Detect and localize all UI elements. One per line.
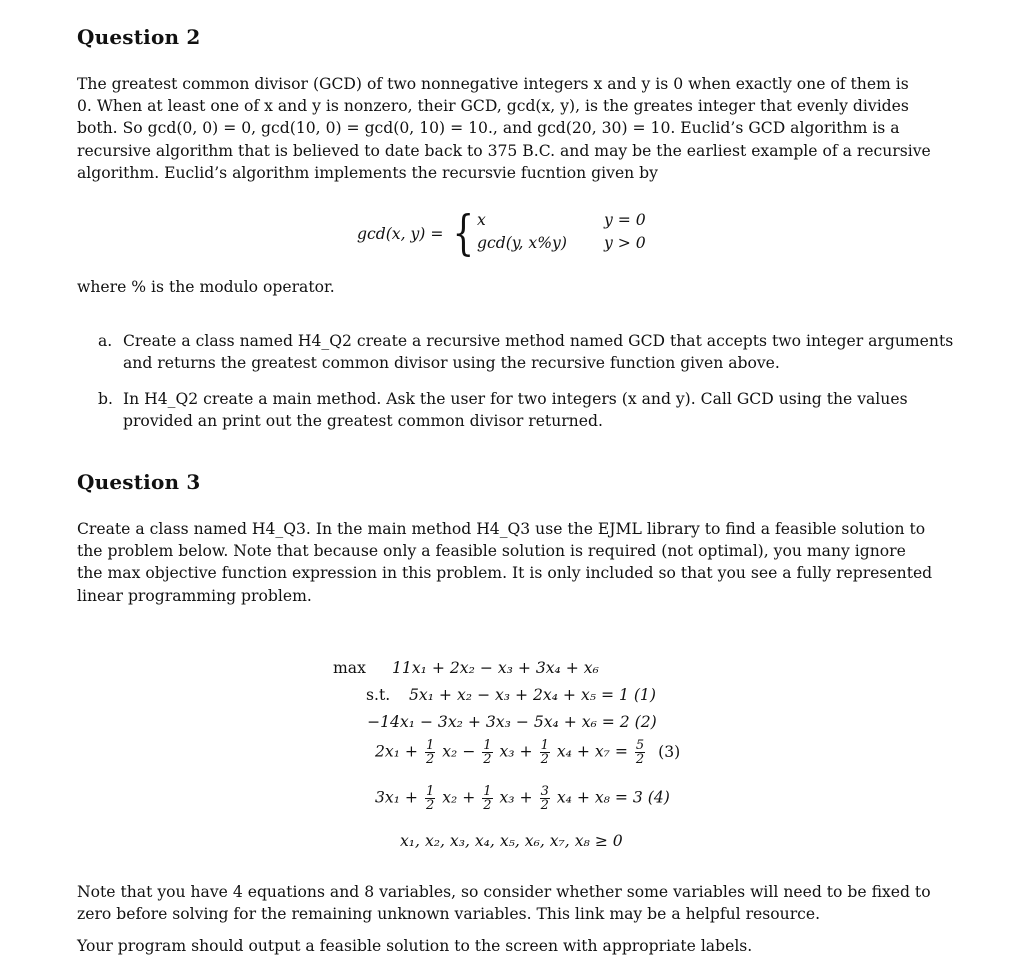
denominator: 2 [540, 752, 549, 767]
list-item-line: In H4_Q2 create a main method. Ask the user for two integers (x and y). Call GCD using the values [123, 390, 908, 408]
case-2-expr: gcd(y, x%y) [477, 234, 567, 252]
numerator: 1 [425, 784, 435, 799]
c3-term: x₃ + [499, 742, 533, 761]
list-marker: a. [98, 332, 113, 350]
constraint-3 [375, 739, 680, 766]
nonnegativity-constraint: x₁, x₂, x₃, x₄, x₅, x₆, x₇, x₈ ≥ 0 [400, 832, 623, 850]
intro-line: 0. When at least one of x and y is nonzero, their GCD, gcd(x, y), is the greates integer that evenly divides [77, 97, 909, 116]
fraction [635, 739, 645, 766]
question-3-outro [77, 881, 943, 925]
constraint-1: 5x₁ + x₂ − x₃ + 2x₄ + x₅ = 1 (1) [409, 686, 656, 704]
question-2-intro [77, 73, 943, 184]
list-item-line: provided an print out the greatest common divisor returned. [123, 412, 603, 430]
case-2-cond: y > 0 [604, 234, 646, 252]
denominator: 2 [635, 752, 645, 767]
case-1-cond: y = 0 [604, 211, 646, 229]
constraint-4 [375, 785, 670, 812]
numerator: 1 [540, 738, 549, 753]
case-1-expr: x [477, 211, 486, 229]
question-3-heading: Question 3 [77, 470, 201, 494]
c4-term: 3x₁ + [375, 788, 418, 807]
intro-line: linear programming problem. [77, 586, 312, 605]
denominator: 2 [483, 752, 492, 767]
denominator: 2 [540, 798, 549, 813]
numerator: 1 [425, 738, 435, 753]
fraction [482, 739, 492, 766]
intro-line: the problem below. Note that because only a feasible solution is required (not optimal), you many ignore [77, 542, 906, 561]
list-marker: b. [98, 390, 113, 408]
question-3-intro [77, 518, 943, 607]
equation-number: (3) [658, 742, 681, 761]
c3-term: x₂ − [442, 742, 476, 761]
c4-term: x₂ + [442, 788, 476, 807]
numerator: 1 [483, 784, 492, 799]
fraction [540, 785, 550, 812]
list-item-line: and returns the greatest common divisor using the recursive function given above. [123, 354, 780, 372]
list-item-line: Create a class named H4_Q2 create a recursive method named GCD that accepts two integer arguments [123, 332, 954, 350]
question-2-heading: Question 2 [77, 25, 201, 49]
fraction [482, 785, 492, 812]
outro-line: zero before solving for the remaining unknown variables. This link may be a helpful resource. [77, 905, 821, 924]
fraction [425, 739, 435, 766]
objective-function: 11x₁ + 2x₂ − x₃ + 3x₄ + x₆ [392, 659, 599, 677]
fraction [540, 739, 550, 766]
denominator: 2 [483, 798, 492, 813]
numerator: 1 [483, 738, 492, 753]
st-label: s.t. [366, 686, 391, 704]
modulo-note: where % is the modulo operator. [77, 278, 335, 296]
fraction [425, 785, 435, 812]
intro-line: Create a class named H4_Q3. In the main method H4_Q3 use the EJML library to find a feasible solution to [77, 520, 926, 538]
intro-line: algorithm. Euclid’s algorithm implements the recursvie fucntion given by [77, 163, 658, 182]
final-instruction: Your program should output a feasible solution to the screen with appropriate labels. [77, 937, 753, 955]
c3-term: 2x₁ + [375, 742, 418, 761]
objective-label: max [333, 659, 366, 677]
numerator: 3 [540, 784, 549, 799]
intro-line: The greatest common divisor (GCD) of two nonnegative integers x and y is 0 when exactly one of them is [77, 75, 909, 93]
left-brace: { [452, 205, 474, 261]
c4-term: x₃ + [499, 788, 533, 807]
numerator: 5 [635, 738, 645, 753]
intro-line: recursive algorithm that is believed to date back to 375 B.C. and may be the earliest example of a recursive [77, 141, 931, 160]
c4-term: x₄ + x₈ = 3 (4) [556, 788, 670, 807]
intro-line: the max objective function expression in this problem. It is only included so that you see a fully represented [77, 564, 933, 583]
denominator: 2 [425, 798, 435, 813]
outro-line: Note that you have 4 equations and 8 variables, so consider whether some variables will need to be fixed to [77, 883, 931, 901]
denominator: 2 [425, 752, 435, 767]
c3-term: x₄ + x₇ = [556, 742, 628, 761]
constraint-2: −14x₁ − 3x₂ + 3x₃ − 5x₄ + x₆ = 2 (2) [367, 713, 657, 731]
intro-line: both. So gcd(0, 0) = 0, gcd(10, 0) = gcd(0, 10) = 10., and gcd(20, 30) = 10. Euclid’s GCD algorithm is a [77, 119, 900, 138]
formula-lhs: gcd(x, y) = [357, 225, 444, 243]
